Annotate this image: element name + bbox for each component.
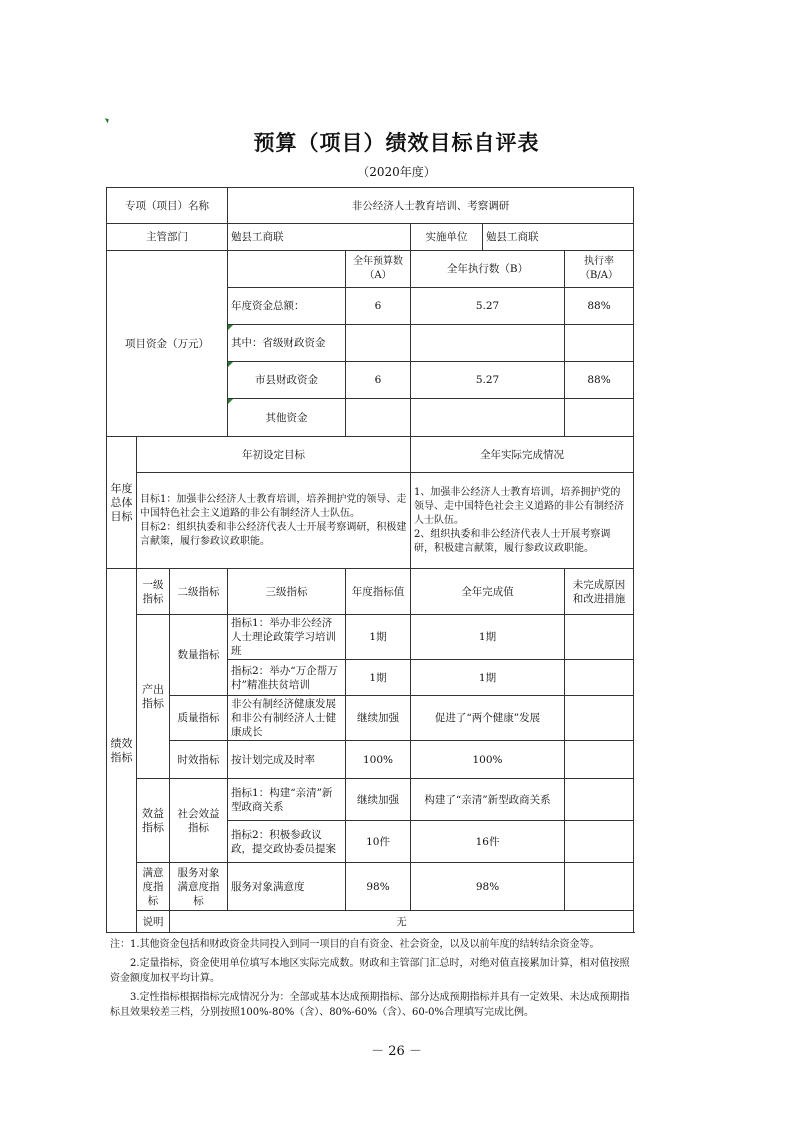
indicator-name: 按计划完成及时率 (228, 741, 346, 779)
indicator-row (107, 863, 634, 911)
indicator-row (107, 779, 634, 821)
indicator-name: 指标1：构建“亲清”新型政商关系 (228, 779, 346, 821)
funds-rate-header: 执行率（B/A） (565, 251, 634, 288)
effect-category: 效益指标 (137, 779, 170, 863)
dept-label: 主管部门 (107, 224, 228, 251)
indicator-name: 非公有制经济健康发展和非公有制经济人士健康成长 (228, 696, 346, 741)
indicator-reason (565, 779, 634, 821)
goals-header-row (107, 437, 634, 473)
indicator-reason (565, 660, 634, 696)
funds-row-name: 市县财政资金 (228, 362, 346, 399)
indicator-reason (565, 741, 634, 779)
indicator-reason (565, 821, 634, 863)
funds-row-exec (411, 399, 565, 437)
indicator-target: 1期 (346, 660, 411, 696)
goals-actual-header: 全年实际完成情况 (411, 437, 634, 473)
quantity-category: 数量指标 (170, 615, 228, 696)
self-evaluation-table (106, 187, 634, 933)
page-number: － 26 － (371, 1044, 422, 1059)
funds-budget-header: 全年预算数（A） (346, 251, 411, 288)
funds-row-budget (346, 325, 411, 362)
indicator-actual: 16件 (411, 821, 565, 863)
indicator-reason (565, 696, 634, 741)
indicator-actual: 98% (411, 863, 565, 911)
indicator-name: 指标2：积极参政议政，提交政协委员提案 (228, 821, 346, 863)
service-category: 服务对象满意度指标 (170, 863, 228, 911)
l2-header: 二级指标 (170, 569, 228, 615)
indicator-actual: 促进了“两个健康”发展 (411, 696, 565, 741)
indicator-actual: 构建了“亲清”新型政商关系 (411, 779, 565, 821)
funds-row-budget (346, 399, 411, 437)
indicator-reason (565, 863, 634, 911)
goals-set-header: 年初设定目标 (137, 437, 411, 473)
project-label: 专项（项目）名称 (107, 188, 228, 224)
indicator-reason (565, 615, 634, 660)
indicator-target: 继续加强 (346, 696, 411, 741)
social-category: 社会效益指标 (170, 779, 228, 863)
funds-row-rate: 88% (565, 288, 634, 325)
indicator-target: 继续加强 (346, 779, 411, 821)
funds-row-name: 其中：省级财政资金 (228, 325, 346, 362)
footnote: 3.定性指标根据指标完成情况分为：全部或基本达成预期指标、部分达成预期指标并具有一定效果、未达成预期指标且效果较差三档，分别按照100%-80%（含）、80%-60%（含）、60-0%合理填写完成比例。 (110, 992, 630, 1018)
funds-row-budget: 6 (346, 288, 411, 325)
footnotes (110, 937, 635, 1024)
indicator-header-row (107, 569, 634, 615)
quality-category: 质量指标 (170, 696, 228, 741)
indicator-target: 100% (346, 741, 411, 779)
project-value: 非公经济人士教育培训、考察调研 (228, 188, 634, 224)
year-subtitle: （2020年度） (357, 165, 436, 179)
goals-label: 年度总体目标 (107, 437, 137, 569)
remark-row (107, 911, 634, 933)
funds-row-name: 其他资金 (228, 399, 346, 437)
indicator-name: 指标2：举办“万企帮万村”精准扶贫培训 (228, 660, 346, 696)
funds-header-row (107, 251, 634, 288)
dept-value: 勉县工商联 (228, 224, 411, 251)
indicator-actual: 100% (411, 741, 565, 779)
dept-row (107, 224, 634, 251)
project-row (107, 188, 634, 224)
indicator-target: 1期 (346, 615, 411, 660)
funds-exec-header: 全年执行数（B） (411, 251, 565, 288)
funds-row-rate (565, 325, 634, 362)
funds-row-exec (411, 325, 565, 362)
remark-value: 无 (170, 911, 634, 933)
goals-actual-text: 1、加强非公经济人士教育培训，培养拥护党的领导、走中国特色社会主义道路的非公有制经济人士队伍。 2、组织执委和非公经济代表人士开展考察调研，积极建言献策，履行参政议政职能。 (411, 473, 634, 569)
l1-header: 一级指标 (137, 569, 170, 615)
footnote: 2.定量指标，资金使用单位填写本地区实际完成数。财政和主管部门汇总时，对绝对值直接累加计算，相对值按照资金额度加权平均计算。 (110, 958, 630, 984)
footnote: 注：1.其他资金包括和财政资金共同投入到同一项目的自有资金、社会资金，以及以前年度的结转结余资金等。 (110, 939, 600, 950)
impl-value: 勉县工商联 (483, 224, 634, 251)
funds-row-name: 年度资金总额： (228, 288, 346, 325)
actual-header: 全年完成值 (411, 569, 565, 615)
indicators-label: 绩效指标 (107, 569, 137, 933)
indicator-actual: 1期 (411, 660, 565, 696)
funds-row-rate: 88% (565, 362, 634, 399)
satisfaction-category: 满意度指标 (137, 863, 170, 911)
indicator-row (107, 615, 634, 660)
remark-label: 说明 (137, 911, 170, 933)
green-corner-mark (105, 117, 111, 124)
timeliness-category: 时效指标 (170, 741, 228, 779)
funds-row-budget: 6 (346, 362, 411, 399)
funds-row-rate (565, 399, 634, 437)
goals-set-text: 目标1：加强非公经济人士教育培训，培养拥护党的领导、走中国特色社会主义道路的非公有制经济人士队伍。 目标2：组织执委和非公经济代表人士开展考察调研，积极建言献策，履行参政议政职能。 (137, 473, 411, 569)
indicator-name: 服务对象满意度 (228, 863, 346, 911)
output-category: 产出指标 (137, 615, 170, 779)
funds-header-blank (228, 251, 346, 288)
page-title: 预算（项目）绩效目标自评表 (253, 130, 540, 155)
funds-row-exec: 5.27 (411, 362, 565, 399)
target-header: 年度指标值 (346, 569, 411, 615)
indicator-row (107, 696, 634, 741)
l3-header: 三级指标 (228, 569, 346, 615)
funds-row-exec: 5.27 (411, 288, 565, 325)
indicator-target: 98% (346, 863, 411, 911)
reason-header: 未完成原因和改进措施 (565, 569, 634, 615)
indicator-target: 10件 (346, 821, 411, 863)
goals-content-row (107, 473, 634, 569)
indicator-name: 指标1：举办非公经济人士理论政策学习培训班 (228, 615, 346, 660)
indicator-row (107, 741, 634, 779)
funds-label: 项目资金（万元） (107, 251, 228, 437)
indicator-actual: 1期 (411, 615, 565, 660)
impl-label: 实施单位 (411, 224, 483, 251)
